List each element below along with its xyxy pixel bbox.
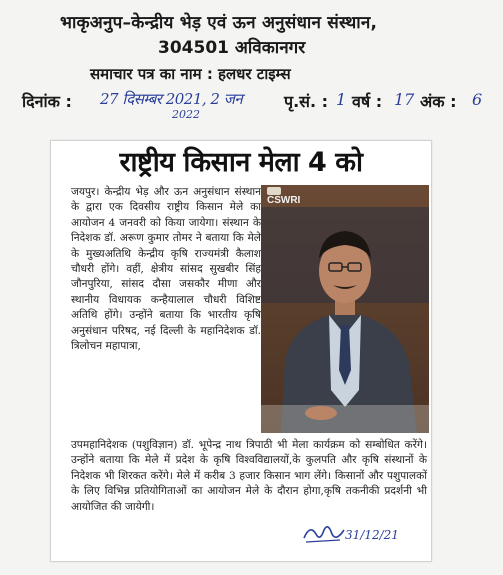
photo-logo-text: CSWRI: [267, 195, 301, 206]
date-value: 27 दिसम्बर 2021, 2 जन: [100, 90, 243, 108]
issue-label: अंक :: [420, 92, 457, 111]
header-institute-name: भाकृअनुप–केन्द्रीय भेड़ एवं ऊन अनुसंधान संस्थान,: [60, 13, 378, 33]
article-photo: [261, 185, 429, 433]
article-headline: राष्ट्रीय किसान मेला 4 को: [119, 147, 363, 178]
date-label: दिनांक :: [22, 92, 72, 111]
person-portrait-icon: [261, 185, 429, 433]
newspaper-clipping: [50, 140, 432, 562]
article-column-text: जयपुर। केन्द्रीय भेड़ और ऊन अनुसंधान संस्थान के द्वारा एक दिवसीय राष्ट्रीय किसान मेले का आयोजन 4 जनवरी को किया जायेगा। संस्थान के निदेशक डॉ. अरूण कुमार तोमर ने बताया कि मेले के मुख्यअतिथि केन्द्रीय कृषि राज्यमंत्री कैलाश चौधरी होंगे। वहीं, क्षेत्रीय सांसद सुखबीर सिंह जौनपुरिया, सांसद दौसा जसकौर मीणा और स्थानीय विधायक कन्हैयालाल चौधरी विशिष्ट अतिथि होंगे। उन्होंने बताया कि भारतीय कृषि अनुसंधान परिषद, नई दिल्ली के महानिदेशक डॉ. त्रिलोचन महापात्रा,: [71, 186, 261, 353]
header-newspaper-name: समाचार पत्र का नाम : हलधर टाइम्स: [90, 65, 291, 83]
meta-row: [22, 90, 492, 130]
page-value: 1: [336, 90, 347, 109]
header-pincode-location: 304501 अविकानगर: [158, 38, 306, 58]
signature-scribble-icon: [300, 520, 350, 546]
date-note: 2022: [172, 108, 200, 121]
page-label: पृ.सं. :: [284, 92, 329, 111]
year-label: वर्ष :: [352, 92, 383, 111]
signature-date: 31/12/21: [345, 528, 399, 542]
issue-value: 6: [472, 90, 483, 109]
article-full-width-text: उपमहानिदेशक (पशुविज्ञान) डॉ. भूपेन्द्र नाथ त्रिपाठी भी मेला कार्यक्रम को सम्बोधित करेंगे। उन्होंने बताया कि मेले में प्रदेश के कृषि विश्वविद्यालयों,के कुलपति और कृषि संस्थानों के निदेशक भी शिरकत करेंगे। मेले में करीब 3 हजार किसान भाग लेंगे। किसानों और पशुपालकों के लिए विभिन्न प्रतियोगिताओं का आयोजन मेले के दौरान होगा,कृषि तकनीकी प्रदर्शनी भी आयोजित की जायेगी।: [71, 439, 427, 513]
year-value: 17: [394, 90, 415, 109]
